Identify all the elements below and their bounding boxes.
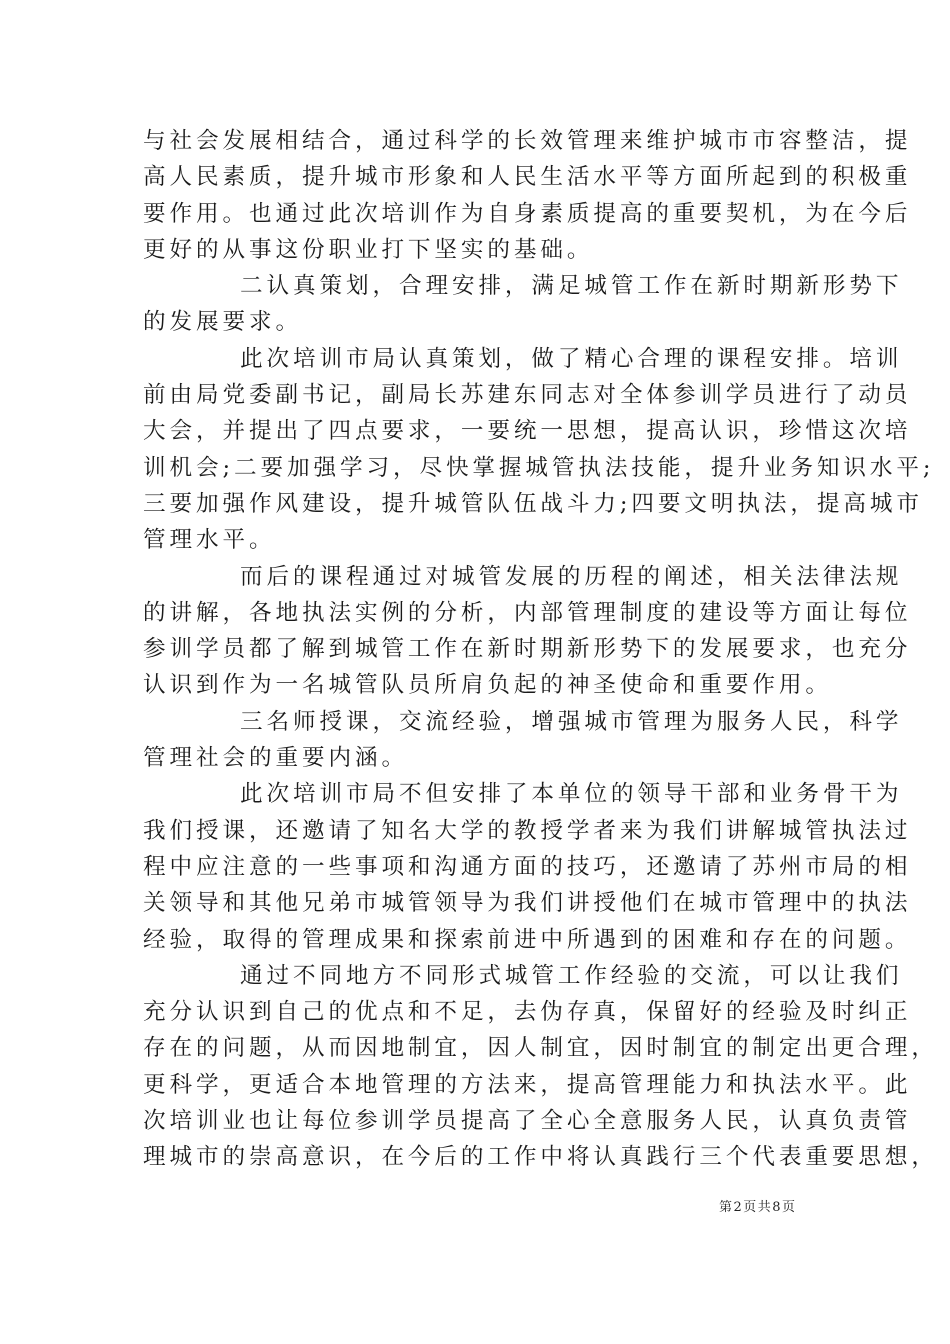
text-line: 我们授课，还邀请了知名大学的教授学者来为我们讲解城管执法过	[143, 817, 912, 844]
text-line: 要作用。也通过此次培训作为自身素质提高的重要契机，为在今后	[143, 200, 912, 227]
text-line: 前由局党委副书记，副局长苏建东同志对全体参训学员进行了动员	[143, 382, 912, 409]
section-heading-3: 三名师授课，交流经验，增强城市管理为服务人民，科学	[240, 708, 903, 735]
text-line: 更好的从事这份职业打下坚实的基础。	[143, 236, 594, 263]
text-line: 充分认识到自己的优点和不足，去伪存真，保留好的经验及时纠正	[143, 999, 912, 1026]
text-line: 训机会;二要加强学习，尽快掌握城管执法技能，提升业务知识水平;	[143, 454, 935, 481]
text-line: 管理社会的重要内涵。	[143, 745, 408, 772]
text-line: 存在的问题，从而因地制宜，因人制宜，因时制宜的制定出更合理，	[143, 1035, 938, 1062]
text-line: 大会，并提出了四点要求，一要统一思想，提高认识，珍惜这次培	[143, 418, 912, 445]
text-line: 管理水平。	[143, 527, 276, 554]
text-line: 更科学，更适合本地管理的方法来，提高管理能力和执法水平。此	[143, 1071, 912, 1098]
text-line: 经验，取得的管理成果和探索前进中所遇到的困难和存在的问题。	[143, 926, 912, 953]
page-number-footer: 第2页共8页	[719, 1200, 797, 1215]
text-line: 高人民素质，提升城市形象和人民生活水平等方面所起到的积极重	[143, 164, 912, 191]
text-line: 与社会发展相结合，通过科学的长效管理来维护城市市容整洁，提	[143, 128, 912, 154]
section-heading-2: 二认真策划，合理安排，满足城管工作在新时期新形势下	[240, 273, 903, 300]
text-line: 关领导和其他兄弟市城管领导为我们讲授他们在城市管理中的执法	[143, 890, 912, 917]
text-line: 的发展要求。	[143, 309, 302, 336]
document-body	[143, 123, 938, 1176]
text-line: 认识到作为一名城管队员所肩负起的神圣使命和重要作用。	[143, 672, 832, 699]
paragraph-start: 而后的课程通过对城管发展的历程的阐述，相关法律法规	[240, 563, 903, 590]
text-line: 理城市的崇高意识，在今后的工作中将认真践行三个代表重要思想，	[143, 1144, 938, 1171]
text-line: 三要加强作风建设，提升城管队伍战斗力;四要文明执法，提高城市	[143, 490, 923, 517]
text-line: 程中应注意的一些事项和沟通方面的技巧，还邀请了苏州市局的相	[143, 853, 912, 880]
text-line: 参训学员都了解到城管工作在新时期新形势下的发展要求，也充分	[143, 636, 912, 663]
text-line: 次培训业也让每位参训学员提高了全心全意服务人民，认真负责管	[143, 1108, 912, 1135]
paragraph-start: 通过不同地方不同形式城管工作经验的交流，可以让我们	[240, 962, 903, 989]
text-line: 的讲解，各地执法实例的分析，内部管理制度的建设等方面让每位	[143, 599, 912, 626]
paragraph-start: 此次培训市局不但安排了本单位的领导干部和业务骨干为	[240, 781, 903, 808]
paragraph-start: 此次培训市局认真策划，做了精心合理的课程安排。培训	[240, 345, 903, 372]
